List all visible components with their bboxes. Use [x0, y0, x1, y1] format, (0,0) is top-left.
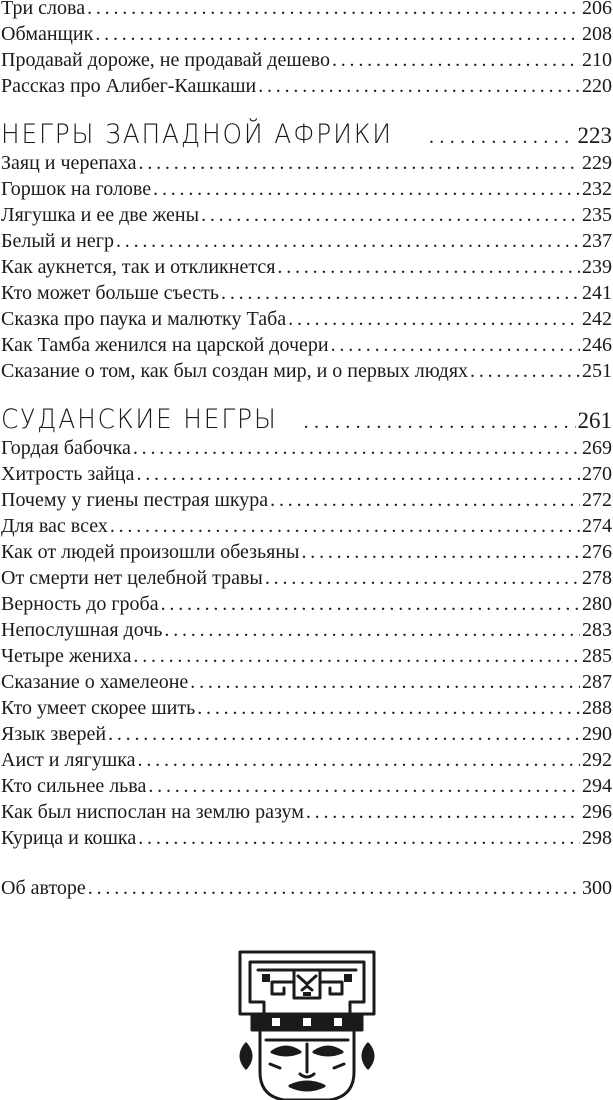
toc-entry-afterword [1, 875, 612, 901]
toc-entry-title: Обманщик [1, 23, 94, 45]
toc-entry-title: Три слова [1, 0, 86, 19]
toc-entry-page: 272 [582, 489, 612, 511]
toc-entry-title: Об авторе [1, 877, 86, 899]
leader-dots [139, 150, 580, 176]
toc-section-heading [1, 400, 612, 440]
toc-entry-title: Аист и лягушка [1, 749, 136, 771]
toc-entry-page: 269 [582, 437, 612, 459]
toc-entry-page: 210 [582, 49, 612, 71]
toc-entry [1, 539, 612, 565]
toc-entry-page: 283 [582, 619, 612, 641]
toc-entry-title: Хитрость зайца [1, 463, 135, 485]
toc-entry [1, 0, 612, 21]
leader-dots [136, 461, 580, 487]
toc-entry [1, 358, 612, 384]
toc-entry [1, 21, 612, 47]
toc-entry-title: Для вас всех [1, 515, 108, 537]
leader-dots [161, 591, 580, 617]
toc-entry-page: 208 [582, 23, 612, 45]
toc-entry [1, 176, 612, 202]
toc-entry-title: Лягушка и ее две жены [1, 204, 200, 226]
toc-entry-title: Заяц и черепаха [1, 152, 137, 174]
toc-entry [1, 280, 612, 306]
toc-entry-page: 270 [582, 463, 612, 485]
toc-entry-page: 251 [582, 360, 612, 382]
toc-entry-title: Рассказ про Алибег-Кашкаши [1, 75, 257, 97]
toc-entry [1, 825, 612, 851]
leader-dots [116, 228, 580, 254]
leader-dots [153, 176, 580, 202]
toc-entry-page: 241 [582, 282, 612, 304]
leader-dots [108, 721, 580, 747]
toc-entry [1, 643, 612, 669]
leader-dots [331, 332, 580, 358]
leader-dots [190, 669, 580, 695]
toc-entry-title: Курица и кошка [1, 827, 137, 849]
toc-entry-page: 239 [582, 256, 612, 278]
toc-entry-page: 298 [582, 827, 612, 849]
toc-entry-title: Как аукнется, так и откликнется [1, 256, 276, 278]
toc-entry [1, 47, 612, 73]
toc-entry-title: Язык зверей [1, 723, 107, 745]
toc-entry-title: Сказка про паука и малютку Таба [1, 308, 287, 330]
toc-section-heading [1, 115, 612, 155]
section-page: 223 [577, 123, 612, 148]
toc-entry [1, 202, 612, 228]
leader-dots [301, 539, 580, 565]
toc-entry-page: 237 [582, 230, 612, 252]
leader-dots [221, 280, 580, 306]
toc-entry [1, 565, 612, 591]
leader-dots [288, 306, 580, 332]
leader-dots [197, 695, 580, 721]
leader-dots [201, 202, 580, 228]
toc-entry [1, 617, 612, 643]
toc-entry-page: 276 [582, 541, 612, 563]
leader-dots [164, 617, 580, 643]
leader-dots [258, 73, 580, 99]
toc-entry [1, 150, 612, 176]
toc-entry-title: Горшок на голове [1, 178, 152, 200]
leader-dots [265, 565, 580, 591]
toc-entry-title: Как был ниспослан на землю разум [1, 801, 304, 823]
toc-entry-page: 206 [582, 0, 612, 19]
toc-entry-page: 300 [582, 877, 612, 899]
african-mask-icon [232, 944, 382, 1100]
toc-entry-title: Почему у гиены пестрая шкура [1, 489, 269, 511]
toc-entry [1, 254, 612, 280]
toc-entry-title: Гордая бабочка [1, 437, 131, 459]
leader-dots [332, 47, 580, 73]
leader-dots [138, 747, 580, 773]
toc-entry [1, 747, 612, 773]
toc-entry-page: 287 [582, 671, 612, 693]
toc-entry-page: 220 [582, 75, 612, 97]
leader-dots [133, 435, 580, 461]
toc-entry-title: Четыре жениха [1, 645, 132, 667]
toc-entry [1, 591, 612, 617]
toc-entry-title: Непослушная дочь [1, 619, 163, 641]
leader-dots [110, 513, 580, 539]
toc-entry-title: Продавай дороже, не продавай дешево [1, 49, 330, 71]
toc-entry-title: Как Тамба женился на царской дочери [1, 334, 329, 356]
toc-entry [1, 721, 612, 747]
leader-dots [138, 825, 580, 851]
toc-entry-title: Верность до гроба [1, 593, 159, 615]
leader-dots [306, 799, 580, 825]
leader-dots [95, 21, 580, 47]
toc-entry [1, 228, 612, 254]
toc-entry-page: 292 [582, 749, 612, 771]
toc-entry-page: 246 [582, 334, 612, 356]
toc-entry [1, 435, 612, 461]
toc-entry-title: Сказание о хамелеоне [1, 671, 189, 693]
toc-entry-page: 294 [582, 775, 612, 797]
toc-entry-title: Белый и негр [1, 230, 114, 252]
section-page: 261 [577, 408, 612, 433]
toc-entry-title: Сказание о том, как был создан мир, и о первых людях [1, 360, 469, 382]
toc-entry-title: От смерти нет целебной травы [1, 567, 263, 589]
leader-dots [470, 358, 580, 384]
toc-entry-page: 288 [582, 697, 612, 719]
toc-entry-page: 274 [582, 515, 612, 537]
toc-entry-page: 235 [582, 204, 612, 226]
toc-entry [1, 332, 612, 358]
toc-entry [1, 513, 612, 539]
toc-entry [1, 487, 612, 513]
toc-entry-page: 229 [582, 152, 612, 174]
toc-entry [1, 73, 612, 99]
toc-entry-title: Кто сильнее льва [1, 775, 147, 797]
toc-entry-page: 232 [582, 178, 612, 200]
toc-entry-page: 290 [582, 723, 612, 745]
toc-entry-page: 296 [582, 801, 612, 823]
toc-entry-page: 280 [582, 593, 612, 615]
section-title: СУДАНСКИЕ НЕГРЫ [1, 404, 278, 435]
toc-entry [1, 306, 612, 332]
section-title: НЕГРЫ ЗАПАДНОЙ АФРИКИ [1, 119, 393, 150]
leader-dots [270, 487, 580, 513]
leader-dots [148, 773, 580, 799]
toc-entry [1, 799, 612, 825]
toc-entry [1, 461, 612, 487]
toc-entry [1, 695, 612, 721]
leader-dots [87, 0, 580, 21]
toc-entry-title: Как от людей произошли обезьяны [1, 541, 300, 563]
toc-entry [1, 773, 612, 799]
leader-dots [88, 875, 580, 901]
leader-dots [133, 643, 580, 669]
toc-entry-page: 278 [582, 567, 612, 589]
toc-entry-page: 242 [582, 308, 612, 330]
toc-entry-title: Кто может больше съесть [1, 282, 220, 304]
leader-dots [277, 254, 580, 280]
toc-entry-title: Кто умеет скорее шить [1, 697, 196, 719]
toc-entry-page: 285 [582, 645, 612, 667]
toc-entry [1, 669, 612, 695]
